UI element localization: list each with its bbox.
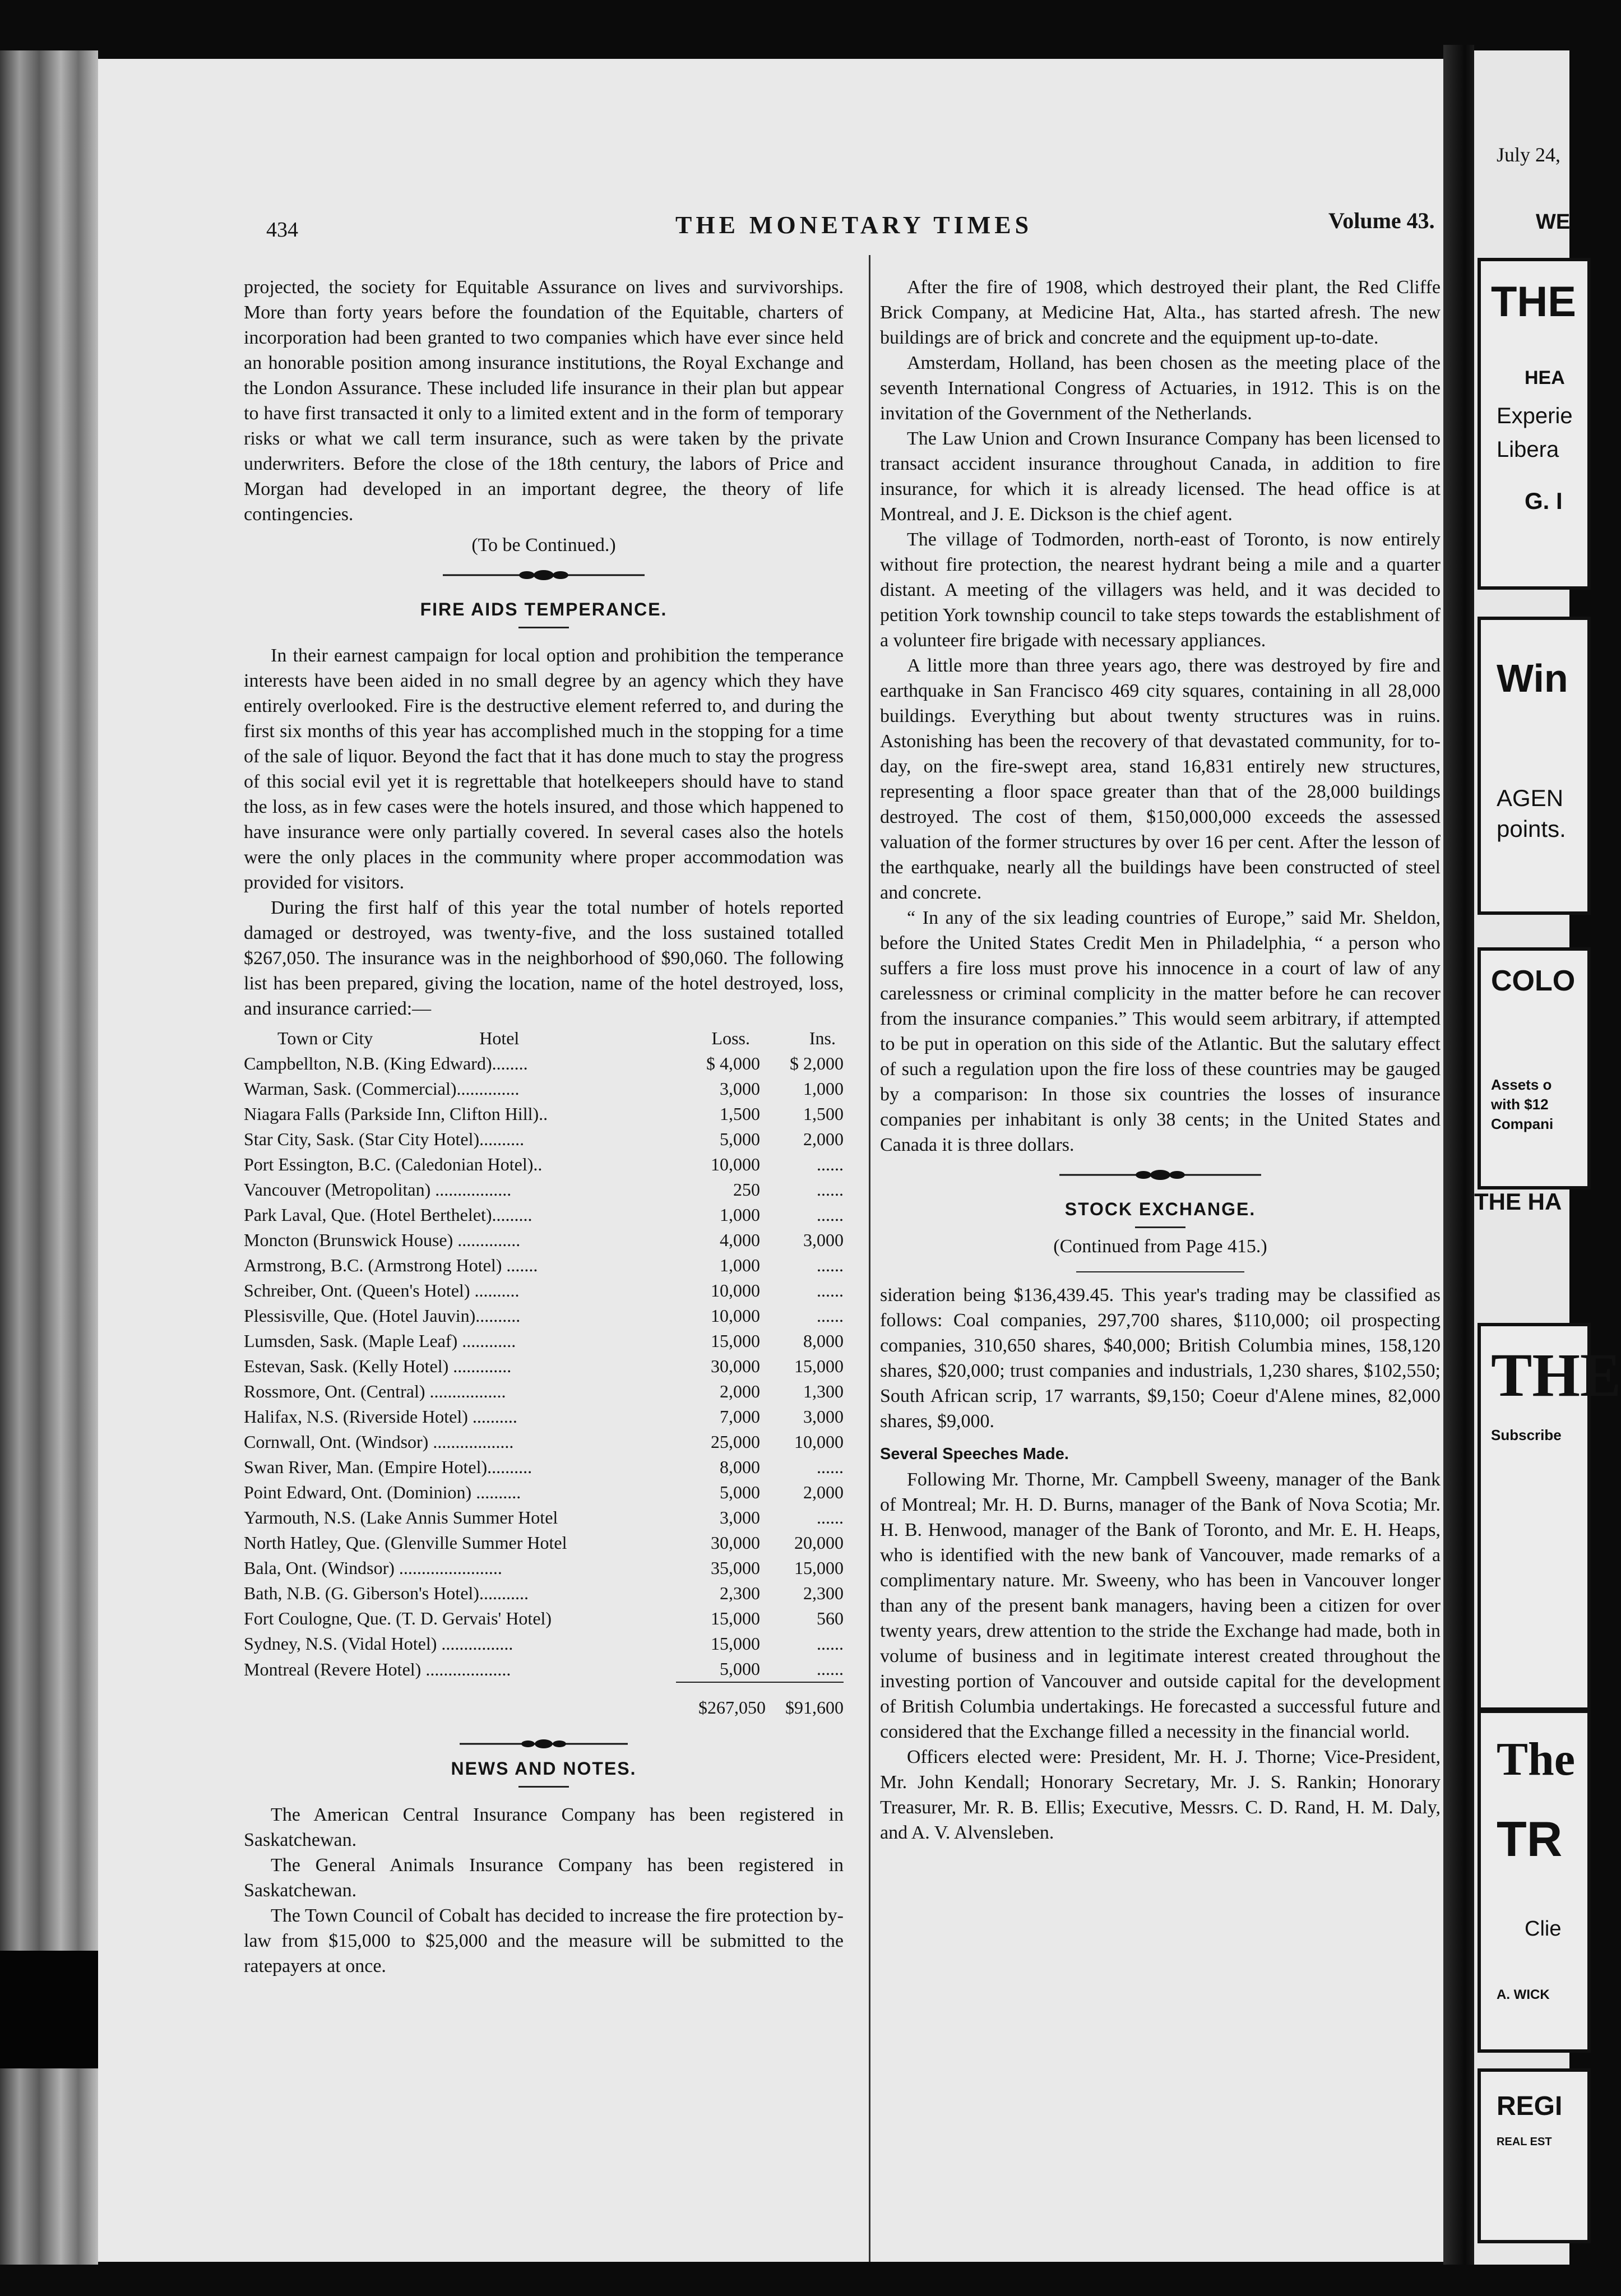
facing-date: July 24, xyxy=(1497,144,1561,166)
ins-value: 15,000 xyxy=(794,1558,844,1578)
table-row xyxy=(244,1556,844,1581)
loss-value: 2,000 xyxy=(719,1381,760,1401)
heading-rule xyxy=(518,1786,569,1788)
ins-value: 2,000 xyxy=(803,1482,844,1502)
table-row xyxy=(244,1530,844,1556)
total-ins: $91,600 xyxy=(766,1682,844,1720)
article-paragraph: Officers elected were: President, Mr. H. J. Thorne; Vice-President, Mr. John Kendall; Honorary Secretary, Mr. J. S. Rankin; Honorary Treasurer, Mr. R. B. Ellis; Executive, Messrs. C. D. Rand, H. M. Daly, and A. V. Alvensleben. xyxy=(880,1747,1441,1843)
ins-value: ...... xyxy=(817,1507,844,1527)
hotel-location: Fort Coulogne, Que. (T. D. Gervais' Hotel) xyxy=(244,1608,552,1628)
hotel-location: Star City, Sask. (Star City Hotel).......... xyxy=(244,1129,525,1149)
loss-value: 5,000 xyxy=(719,1129,760,1149)
loss-value: 1,000 xyxy=(719,1255,760,1275)
facing-heading: THE HA xyxy=(1474,1188,1562,1215)
facing-header-fragment: WE xyxy=(1536,210,1571,234)
loss-value: 15,000 xyxy=(710,1608,760,1628)
ins-value: 2,300 xyxy=(803,1583,844,1603)
facing-page xyxy=(1474,50,1621,2265)
hotel-location: Swan River, Man. (Empire Hotel).......... xyxy=(244,1457,532,1477)
table-row xyxy=(244,1429,844,1455)
facing-ad-text: Subscribe xyxy=(1491,1427,1562,1443)
article-paragraph: A little more than three years ago, there was destroyed by fire and earthquake in San Francisco 469 city squares, containing in all 28,000 buildings. Everything but about twenty structures was in ruins. Astonishing has been the recovery of that devastated community, for to-day, on the fire-swept area, stand 16,831 entirely new structures, representing a floor space greater than that of the 28,000 buildings destroyed. The cost of them, $150,000,000 exceeds the assessed valuation of the former structures by over 16 per cent. After the lesson of the earthquake, nearly all the buildings have been constructed of steel and concrete. xyxy=(880,655,1441,903)
ins-value: ...... xyxy=(817,1255,844,1275)
hotel-location: North Hatley, Que. (Glenville Summer Hotel xyxy=(244,1533,567,1553)
hotel-location: Schreiber, Ont. (Queen's Hotel) .......... xyxy=(244,1280,520,1300)
hotel-location: Niagara Falls (Parkside Inn, Clifton Hill).. xyxy=(244,1104,548,1124)
section-heading: NEWS AND NOTES. xyxy=(451,1758,637,1779)
table-row xyxy=(244,1480,844,1505)
facing-ad-title: The xyxy=(1497,1733,1576,1785)
facing-ad-title: THE xyxy=(1491,278,1576,326)
divider-ornament xyxy=(1059,1168,1261,1182)
hotel-location: Bath, N.B. (G. Giberson's Hotel)........... xyxy=(244,1583,529,1603)
ins-value: ...... xyxy=(817,1154,844,1174)
ins-value: 20,000 xyxy=(794,1533,844,1553)
hotel-location: Yarmouth, N.S. (Lake Annis Summer Hotel xyxy=(244,1507,558,1527)
table-total-row xyxy=(244,1682,844,1720)
continued-rule xyxy=(1076,1271,1244,1272)
facing-ad-title: TR xyxy=(1497,1811,1563,1867)
loss-value: 35,000 xyxy=(710,1558,760,1578)
article-paragraph: The village of Todmorden, north-east of Toronto, is now entirely without fire protection, the nearest hydrant being a mile and a quarter distant. A meeting of the villagers was held, and it was decided to petition York township council to take steps towards the establishment of a volunteer fire brigade with necessary appliances. xyxy=(880,529,1441,651)
ins-value: 560 xyxy=(817,1608,844,1628)
page xyxy=(98,59,1443,2262)
hotel-location: Sydney, N.S. (Vidal Hotel) ................ xyxy=(244,1633,513,1654)
loss-value: 30,000 xyxy=(710,1356,760,1376)
col-header-ins: Ins. xyxy=(809,1028,836,1048)
article-paragraph: In their earnest campaign for local option and prohibition the temperance interests have been aided in no small degree by an agency which they have entirely overlooked. Fire is the destructive element referred to, and during the first six months of this year has accomplished much in the stopping for a time of the sale of liquor. Beyond the fact that it has done much to stay the progress of this social evil yet it is regrettable that hotelkeepers should have to stand the loss, as in few cases were the hotels insured, and those which happened to have insurance were only partially covered. In several cases also the hotels were the only places in the community where proper accommodation was provided for visitors. xyxy=(244,645,844,893)
loss-value: 4,000 xyxy=(719,1230,760,1250)
left-column xyxy=(244,275,844,1979)
loss-value: $ 4,000 xyxy=(706,1053,760,1073)
heading-rule xyxy=(518,627,569,628)
facing-ad-text: REAL EST xyxy=(1497,2136,1552,2148)
facing-ad-text: Assets o xyxy=(1491,1076,1552,1093)
table-row xyxy=(244,1455,844,1480)
ins-value: ...... xyxy=(817,1179,844,1200)
facing-ad-text: Clie xyxy=(1525,1917,1562,1941)
ins-value: ...... xyxy=(817,1659,844,1679)
facing-ad-title: COLO xyxy=(1491,965,1576,997)
masthead: THE MONETARY TIMES xyxy=(675,211,1033,239)
article-paragraph: During the first half of this year the total number of hotels reported damaged or destroyed, was twenty-five, and the loss sustained totalled $267,050. The insurance was in the neighborhood of $90,060. The following list has been prepared, giving the location, name of the hotel destroyed, loss, and insurance carried:— xyxy=(244,897,844,1019)
table-row xyxy=(244,1404,844,1429)
ins-value: ...... xyxy=(817,1633,844,1654)
page-number: 434 xyxy=(266,218,298,242)
facing-ad-text: AGEN xyxy=(1497,785,1564,811)
table-header-row xyxy=(244,1026,844,1051)
loss-value: 250 xyxy=(733,1179,760,1200)
ins-value: 3,000 xyxy=(803,1230,844,1250)
table-row xyxy=(244,1101,844,1127)
loss-value: 3,000 xyxy=(719,1507,760,1527)
ins-value: ...... xyxy=(817,1306,844,1326)
total-loss: $267,050 xyxy=(676,1682,766,1720)
loss-value: 2,300 xyxy=(719,1583,760,1603)
facing-ad-text: Experie xyxy=(1497,404,1573,428)
book-gutter xyxy=(1443,45,1474,2265)
facing-ad-text: HEA xyxy=(1525,367,1565,388)
volume-label: Volume 43. xyxy=(1328,208,1435,233)
col-header-loss: Loss. xyxy=(711,1028,750,1048)
ins-value: 3,000 xyxy=(803,1406,844,1427)
divider-ornament xyxy=(460,1737,628,1751)
loss-value: 25,000 xyxy=(710,1432,760,1452)
hotel-location: Halifax, N.S. (Riverside Hotel) .......... xyxy=(244,1406,517,1427)
loss-value: 3,000 xyxy=(719,1078,760,1099)
table-row xyxy=(244,1076,844,1101)
facing-ad-text: Compani xyxy=(1491,1115,1554,1132)
hotel-location: Point Edward, Ont. (Dominion) .......... xyxy=(244,1482,521,1502)
table-row xyxy=(244,1051,844,1076)
ins-value: 2,000 xyxy=(803,1129,844,1149)
article-paragraph: sideration being $136,439.45. This year's trading may be classified as follows: Coal companies, 297,700 shares, $110,000; oil prospecting companies, 310,650 shares, $40,000; British Columbia mines, 158,120 shares, $20,000; trust companies and industrials, 1,230 shares, $102,550; South African scrip, 17 warrants, $9,150; Coeur d'Alene mines, 82,000 shares, $9,000. xyxy=(880,1285,1441,1432)
ins-value: 8,000 xyxy=(803,1331,844,1351)
ins-value: 1,300 xyxy=(803,1381,844,1401)
article-paragraph: projected, the society for Equitable Assurance on lives and survivorships. More than forty years before the foundation of the Equitable, charters of incorporation had been granted to two companies which have ever since held an honorable position among insurance institutions, the Royal Exchange and the London Assurance. These included life insurance in their plan but appear to have first transacted it only to a limited extent and in the form of temporary risks or what we call term insurance, such as were taken by the private underwriters. Before the close of the 18th century, the labors of Price and Morgan had developed in an important degree, the theory of life contingencies. xyxy=(244,277,844,525)
col-header-town: Town or City xyxy=(277,1028,373,1048)
ins-value: $ 2,000 xyxy=(790,1053,844,1073)
hotel-location: Plessisville, Que. (Hotel Jauvin).......... xyxy=(244,1306,521,1326)
article-paragraph: “ In any of the six leading countries of Europe,” said Mr. Sheldon, before the United States Credit Men in Philadelphia, “ a person who suffers a fire loss must prove his innocence in a court of law of any carelessness or criminal complicity in the matter before he can recover from the insurance companies.” This would seem arbitrary, if attempted to be put in operation on this side of the Atlantic. But the salutary effect of such a regulation upon the fire loss of these countries may be gauged by a comparison: In those six countries the losses of insurance companies per inhabitant is only 38 cents; in the United States and Canada it is three dollars. xyxy=(880,908,1441,1155)
table-row xyxy=(244,1656,844,1682)
article-paragraph: The Law Union and Crown Insurance Company has been licensed to transact accident insurance throughout Canada, in addition to fire insurance, for which it is already licensed. The head office is at Montreal, and J. E. Dickson is the chief agent. xyxy=(880,428,1441,525)
hotel-location: Moncton (Brunswick House) .............. xyxy=(244,1230,521,1250)
table-row xyxy=(244,1581,844,1606)
hotel-location: Montreal (Revere Hotel) ................... xyxy=(244,1659,511,1679)
right-column xyxy=(880,275,1441,1845)
loss-value: 10,000 xyxy=(710,1306,760,1326)
ins-value: 15,000 xyxy=(794,1356,844,1376)
continued-note: (To be Continued.) xyxy=(471,535,616,556)
ins-value: 10,000 xyxy=(794,1432,844,1452)
hotel-location: Port Essington, B.C. (Caledonian Hotel).. xyxy=(244,1154,543,1174)
news-paragraph: The Town Council of Cobalt has decided to increase the fire protection by-law from $15,000 to $25,000 and the measure will be submitted to the ratepayers at once. xyxy=(244,1905,844,1976)
divider-ornament xyxy=(443,568,645,582)
article-paragraph: Following Mr. Thorne, Mr. Campbell Sweeny, manager of the Bank of Montreal; Mr. H. D. Burns, manager of the Bank of Nova Scotia; Mr. H. B. Henwood, manager of the Bank of Toronto, and Mr. E. H. Heaps, who is identified with the new bank of Vancouver, made remarks of a complimentary nature. Mr. Sweeny, who has been in Vancouver longer than any of the present bank managers, having been a citizen for over twenty years, drew attention to the stride the Exchange had made, both in volume of business and in legitimate interest created throughout the investing portion of Vancouver and outside capital for the development of British Columbia undertakings. He forecasted a successful future and considered that the Exchange filled a necessity in the financial world. xyxy=(880,1469,1441,1742)
loss-value: 5,000 xyxy=(719,1482,760,1502)
ins-value: ...... xyxy=(817,1280,844,1300)
table-row xyxy=(244,1379,844,1404)
col-header-hotel: Hotel xyxy=(479,1028,520,1048)
table-body xyxy=(244,1051,844,1682)
hotel-location: Bala, Ont. (Windsor) ....................... xyxy=(244,1558,502,1578)
hotel-location: Vancouver (Metropolitan) ................. xyxy=(244,1179,512,1200)
subheading: Several Speeches Made. xyxy=(880,1445,1069,1463)
news-paragraph: The General Animals Insurance Company has been registered in Saskatchewan. xyxy=(244,1855,844,1901)
facing-ad-text: with $12 xyxy=(1491,1096,1549,1113)
news-paragraph: The American Central Insurance Company has been registered in Saskatchewan. xyxy=(244,1804,844,1850)
ins-value: ...... xyxy=(817,1457,844,1477)
table-row xyxy=(244,1202,844,1228)
table-row xyxy=(244,1631,844,1656)
loss-value: 8,000 xyxy=(719,1457,760,1477)
facing-ad-text: Libera xyxy=(1497,437,1559,462)
ins-value: ...... xyxy=(817,1205,844,1225)
hotel-loss-table xyxy=(244,1026,844,1720)
facing-ad-text: A. WICK xyxy=(1497,1987,1550,2002)
table-row xyxy=(244,1127,844,1152)
table-row xyxy=(244,1303,844,1328)
article-paragraph: After the fire of 1908, which destroyed their plant, the Red Cliffe Brick Company, at Medicine Hat, Alta., has started afresh. The new buildings are of brick and concrete and the equipment up-to-date. xyxy=(880,277,1441,348)
facing-ad-title: THE xyxy=(1491,1341,1621,1409)
section-heading: FIRE AIDS TEMPERANCE. xyxy=(420,599,668,619)
table-row xyxy=(244,1152,844,1177)
table-row xyxy=(244,1328,844,1354)
table-row xyxy=(244,1177,844,1202)
facing-ad-title: Win xyxy=(1497,656,1568,700)
heading-rule xyxy=(1135,1226,1185,1228)
section-heading: STOCK EXCHANGE. xyxy=(1064,1199,1256,1219)
ins-value: 1,500 xyxy=(803,1104,844,1124)
hotel-location: Lumsden, Sask. (Maple Leaf) ............ xyxy=(244,1331,516,1351)
table-row xyxy=(244,1253,844,1278)
loss-value: 1,500 xyxy=(719,1104,760,1124)
loss-value: 1,000 xyxy=(719,1205,760,1225)
hotel-location: Rossmore, Ont. (Central) ................. xyxy=(244,1381,506,1401)
hotel-location: Armstrong, B.C. (Armstrong Hotel) ....... xyxy=(244,1255,538,1275)
loss-value: 30,000 xyxy=(710,1533,760,1553)
book-spine-edge xyxy=(0,50,98,2265)
hotel-location: Park Laval, Que. (Hotel Berthelet)......... xyxy=(244,1205,532,1225)
table-row xyxy=(244,1606,844,1631)
table-row xyxy=(244,1505,844,1530)
article-paragraph: Amsterdam, Holland, has been chosen as the meeting place of the seventh International Congress of Actuaries, in 1912. This is on the invitation of the Government of the Netherlands. xyxy=(880,353,1441,424)
table-row xyxy=(244,1228,844,1253)
column-rule xyxy=(869,255,870,2262)
facing-ad-title: REGI xyxy=(1497,2091,1563,2121)
table-row xyxy=(244,1278,844,1303)
loss-value: 5,000 xyxy=(719,1659,760,1679)
loss-value: 15,000 xyxy=(710,1633,760,1654)
table-row xyxy=(244,1354,844,1379)
ins-value: 1,000 xyxy=(803,1078,844,1099)
facing-ad-text: points. xyxy=(1497,816,1566,842)
hotel-location: Warman, Sask. (Commercial).............. xyxy=(244,1078,520,1099)
loss-value: 10,000 xyxy=(710,1280,760,1300)
page-header xyxy=(98,207,1443,247)
loss-value: 10,000 xyxy=(710,1154,760,1174)
facing-ad-text: G. I xyxy=(1525,488,1563,514)
hotel-location: Campbellton, N.B. (King Edward)........ xyxy=(244,1053,528,1073)
loss-value: 7,000 xyxy=(719,1406,760,1427)
hotel-location: Estevan, Sask. (Kelly Hotel) ............. xyxy=(244,1356,512,1376)
hotel-location: Cornwall, Ont. (Windsor) .................. xyxy=(244,1432,514,1452)
continued-note: (Continued from Page 415.) xyxy=(1053,1236,1267,1257)
loss-value: 15,000 xyxy=(710,1331,760,1351)
